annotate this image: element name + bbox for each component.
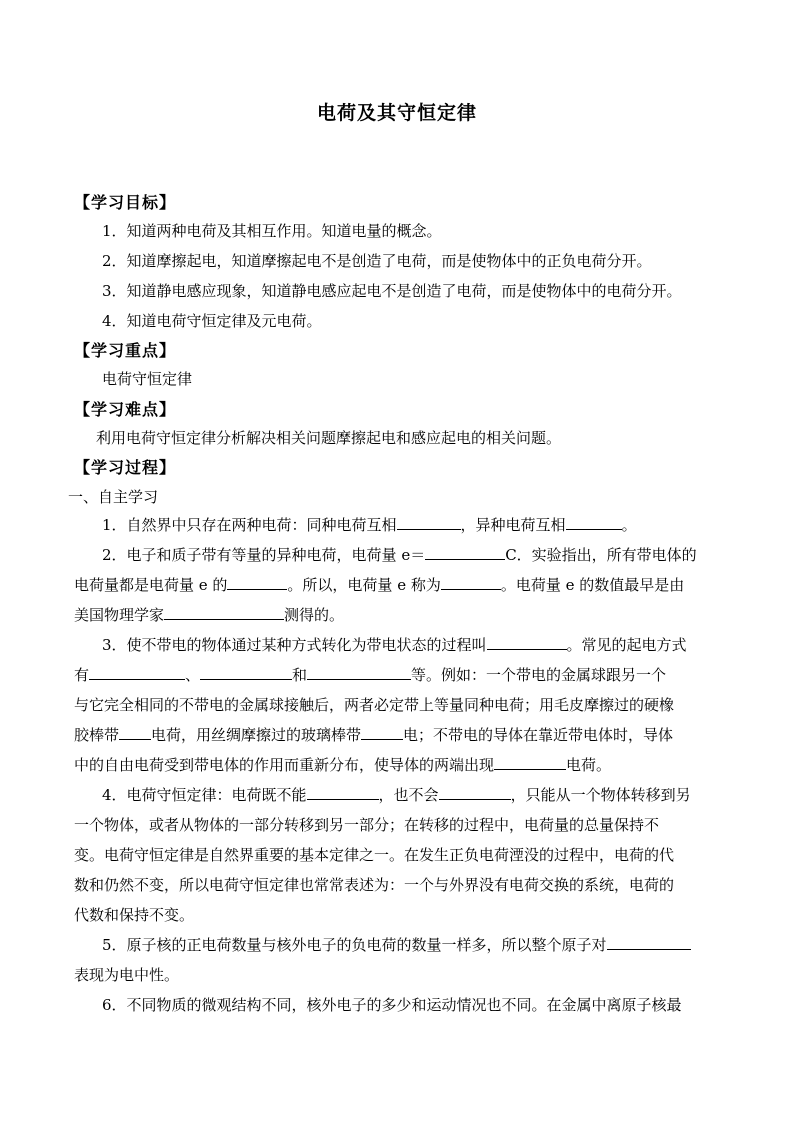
answer-blank[interactable] — [487, 635, 567, 650]
goal-item-1: 1．知道两种电荷及其相互作用。知道电量的概念。 — [102, 222, 442, 240]
question-3-line-5: 中的自由电荷受到带电体的作用而重新分布，使导体的两端出现 电荷。 — [74, 756, 612, 774]
answer-blank[interactable] — [307, 665, 411, 680]
question-4-line-1: 4．电荷守恒定律：电荷既不能 ，也不会 ，只能从一个物体转移到另 — [102, 786, 691, 804]
question-6-line-1: 6．不同物质的微观结构不同，核外电子的多少和运动情况也不同。在金属中离原子核最 — [102, 996, 682, 1014]
question-2-line-2: 电荷量都是电荷量 e 的 。所以，电荷量 e 称为 。电荷量 e 的数值最早是由 — [74, 576, 685, 594]
question-3-line-3: 与它完全相同的不带电的金属球接触后，两者必定带上等量同种电荷；用毛皮摩擦过的硬橡 — [74, 696, 675, 714]
process-heading: 【学习过程】 — [74, 458, 177, 477]
answer-blank[interactable] — [607, 935, 691, 950]
answer-blank[interactable] — [227, 575, 287, 590]
question-4-line-3: 变。电荷守恒定律是自然界重要的基本定律之一。在发生正负电荷湮没的过程中，电荷的代 — [74, 846, 675, 864]
key-points-text: 电荷守恒定律 — [102, 370, 193, 388]
answer-blank[interactable] — [397, 515, 461, 530]
goal-item-4: 4．知道电荷守恒定律及元电荷。 — [102, 312, 322, 330]
answer-blank[interactable] — [494, 755, 566, 770]
question-4-line-2: 一个物体，或者从物体的一部分转移到另一部分；在转移的过程中，电荷量的总量保持不 — [74, 816, 660, 834]
question-5-line-2: 表现为电中性。 — [74, 966, 180, 984]
question-5-line-1: 5．原子核的正电荷数量与核外电子的负电荷的数量一样多，所以整个原子对 — [102, 934, 691, 956]
key-points-heading: 【学习重点】 — [74, 341, 177, 360]
goals-heading: 【学习目标】 — [74, 193, 177, 212]
page-title: 电荷及其守恒定律 — [316, 102, 477, 124]
answer-blank[interactable] — [441, 575, 501, 590]
question-4-line-4: 数和仍然不变，所以电荷守恒定律也常常表述为：一个与外界没有电荷交换的系统，电荷的 — [74, 876, 675, 894]
answer-blank[interactable] — [200, 665, 292, 680]
answer-blank[interactable] — [89, 665, 185, 680]
self-study-heading: 一、自主学习 — [68, 488, 159, 506]
answer-blank[interactable] — [566, 515, 622, 530]
question-1: 1．自然界中只存在两种电荷：同种电荷互相 ，异种电荷互相 。 — [102, 516, 637, 534]
answer-blank[interactable] — [439, 785, 511, 800]
answer-blank[interactable] — [307, 785, 379, 800]
question-4-line-5: 代数和保持不变。 — [74, 906, 195, 924]
goal-item-3: 3．知道静电感应现象，知道静电感应起电不是创造了电荷，而是使物体中的电荷分开。 — [102, 282, 682, 300]
difficult-points-heading: 【学习难点】 — [74, 400, 177, 419]
question-3-line-4: 胶棒带 电荷，用丝绸摩擦过的玻璃棒带 电；不带电的导体在靠近带电体时，导体 — [74, 726, 674, 744]
answer-blank[interactable] — [164, 605, 284, 620]
difficult-points-text: 利用电荷守恒定律分析解决相关问题摩擦起电和感应起电的相关问题。 — [96, 429, 562, 447]
answer-blank[interactable] — [425, 545, 505, 560]
question-3-line-1: 3．使不带电的物体通过某种方式转化为带电状态的过程叫 。常见的起电方式 — [102, 636, 687, 654]
goal-item-2: 2．知道摩擦起电，知道摩擦起电不是创造了电荷，而是使物体中的正负电荷分开。 — [102, 252, 652, 270]
question-3-line-2: 有 、 和 等。例如：一个带电的金属球跟另一个 — [74, 666, 667, 684]
answer-blank[interactable] — [119, 725, 151, 740]
answer-blank[interactable] — [361, 725, 403, 740]
question-2-line-1: 2．电子和质子带有等量的异种电荷，电荷量 e＝ C．实验指出，所有带电体的 — [102, 546, 697, 564]
question-2-line-3: 美国物理学家 测得的。 — [74, 606, 345, 624]
